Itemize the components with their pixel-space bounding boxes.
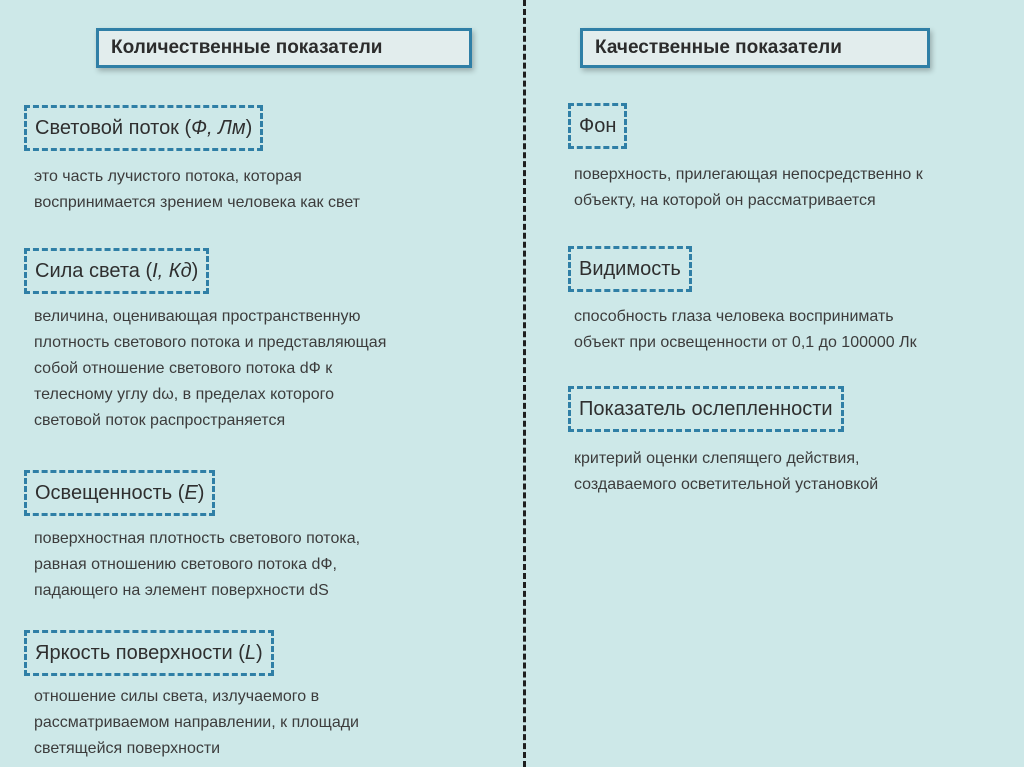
desc-line: отношение силы света, излучаемого в [34, 688, 320, 705]
desc-line: объект при освещенности от 0,1 до 100000 Лк [574, 334, 917, 351]
desc-visibility [574, 304, 917, 356]
desc-line: собой отношение светового потока dФ к [34, 360, 333, 377]
term-symbol: I, Кд [152, 260, 192, 282]
term-text-end: ) [245, 117, 253, 139]
term-luminous-flux [24, 105, 263, 151]
desc-line: световой поток распространяется [34, 412, 286, 429]
term-symbol: Ф, Лм [191, 117, 246, 139]
term-text: Видимость [579, 258, 681, 280]
desc-luminance [34, 684, 359, 762]
term-text-end: ) [191, 260, 199, 282]
term-glare-index [568, 386, 844, 432]
desc-line: поверхность, прилегающая непосредственно к [574, 166, 923, 183]
desc-line: падающего на элемент поверхности dS [34, 582, 329, 599]
term-text: Сила света ( [35, 260, 153, 282]
desc-line: создаваемого осветительной установкой [574, 476, 879, 493]
desc-line: равная отношению светового потока dФ, [34, 556, 337, 573]
term-luminance [24, 630, 274, 676]
quantitative-header-label: Количественные показатели [111, 37, 383, 58]
term-text: Освещенность ( [35, 482, 185, 504]
term-text: Световой поток ( [35, 117, 192, 139]
desc-line: это часть лучистого потока, которая [34, 168, 302, 185]
desc-line: способность глаза человека воспринимать [574, 308, 894, 325]
desc-line: критерий оценки слепящего действия, [574, 450, 860, 467]
desc-luminous-intensity [34, 304, 386, 434]
desc-line: объекту, на которой он рассматривается [574, 192, 876, 209]
qualitative-header-label: Качественные показатели [595, 37, 842, 58]
desc-line: поверхностная плотность светового потока, [34, 530, 361, 547]
quantitative-header [96, 28, 472, 68]
desc-background [574, 162, 923, 214]
desc-illuminance [34, 526, 360, 604]
term-visibility [568, 246, 692, 292]
term-symbol: E [184, 482, 198, 504]
term-illuminance [24, 470, 215, 516]
desc-line: плотность светового потока и представляющая [34, 334, 387, 351]
term-text-end: ) [197, 482, 205, 504]
term-text-end: ) [256, 642, 263, 664]
column-divider [523, 0, 526, 767]
desc-line: рассматриваемом направлении, к площади [34, 714, 359, 731]
term-symbol: L [244, 642, 257, 664]
term-text: Фон [579, 115, 617, 137]
term-text: Показатель ослепленности [579, 398, 833, 420]
desc-line: величина, оценивающая пространственную [34, 308, 361, 325]
desc-line: светящейся поверхности [34, 740, 221, 757]
term-background [568, 103, 627, 149]
term-luminous-intensity [24, 248, 209, 294]
desc-line: воспринимается зрением человека как свет [34, 194, 361, 211]
desc-line: телесному углу dω, в пределах которого [34, 386, 335, 403]
term-text: Яркость поверхности ( [35, 642, 245, 664]
qualitative-header [580, 28, 930, 68]
desc-luminous-flux [34, 164, 360, 216]
desc-glare-index [574, 446, 878, 498]
